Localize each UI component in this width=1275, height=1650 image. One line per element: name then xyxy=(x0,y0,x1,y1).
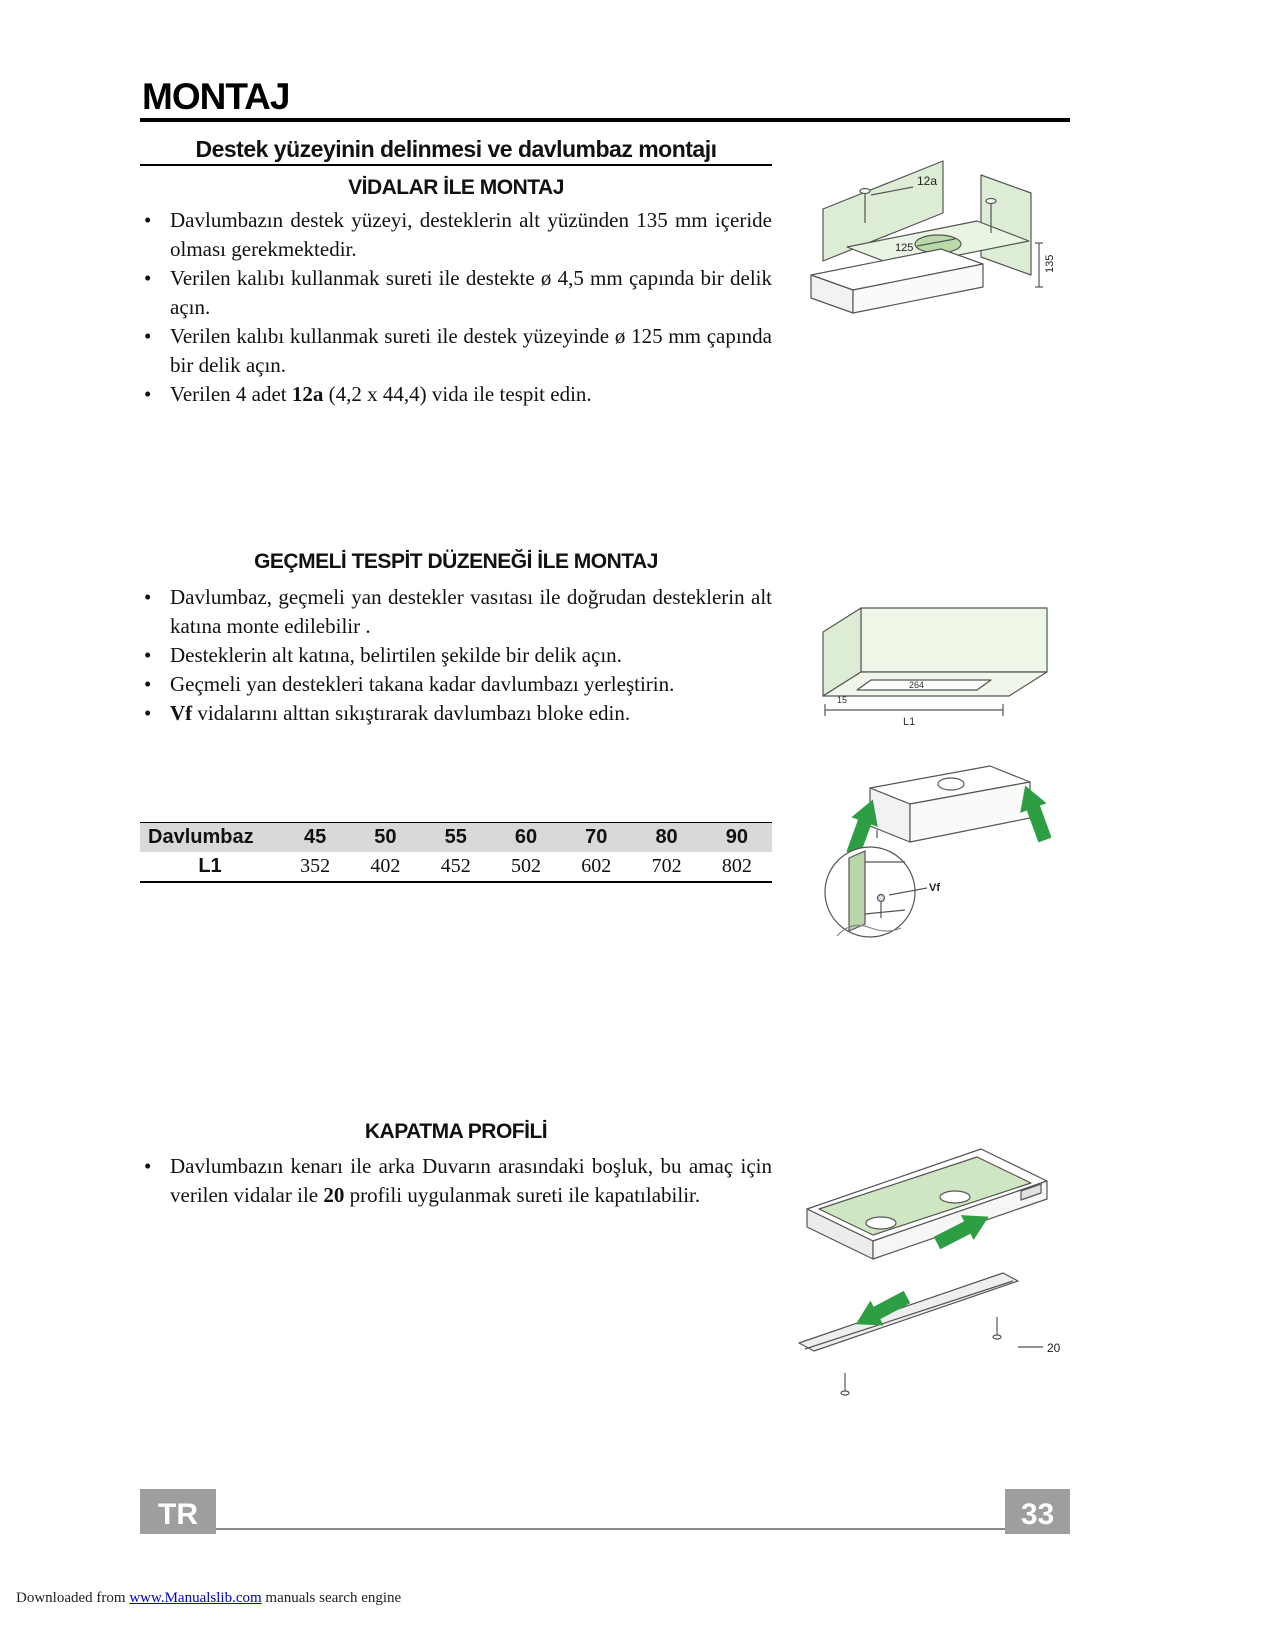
bullet-item xyxy=(140,380,772,409)
subsection-heading-snap: GEÇMELİ TESPİT DÜZENEĞİ İLE MONTAJ xyxy=(254,550,658,573)
table-header-cell: 80 xyxy=(655,826,678,848)
table-header-row xyxy=(140,823,772,852)
page-title-rule xyxy=(140,118,1070,122)
table-header-cell: 70 xyxy=(585,826,608,848)
fig-screw-mounting-illustration xyxy=(795,145,1075,340)
bullet-marker: • xyxy=(144,585,152,609)
table-header-cell: Davlumbaz xyxy=(148,826,254,848)
section-title-rule xyxy=(140,164,772,166)
fig3-profile-label: 20 xyxy=(1047,1341,1061,1355)
subsection-heading-screws: VİDALAR İLE MONTAJ xyxy=(348,176,564,199)
footer-rule xyxy=(216,1528,1005,1530)
bullet-marker: • xyxy=(144,208,152,232)
bullet-marker: • xyxy=(144,266,152,290)
download-notice-suffix: manuals search engine xyxy=(261,1590,402,1606)
bullet-list-profile xyxy=(140,1152,772,1210)
fig2-length-dimension-label: L1 xyxy=(903,716,916,728)
fig2-vf-screw-label: Vf xyxy=(929,882,940,894)
table-data-cell: L1 xyxy=(198,855,222,877)
bullet-text: Verilen kalıbı kullanmak sureti ile destek yüzeyinde ø 125 mm çapında bir delik açın. xyxy=(170,324,772,377)
bullet-text: Davlumbazın kenarı ile arka Duvarın arasındaki boşluk, bu amaç için verilen vidalar ile 20 profili uygulanmak sureti ile kapatılabilir. xyxy=(170,1154,772,1207)
fig-snap-mounting-illustration xyxy=(815,592,1060,942)
hood-dimension-table xyxy=(140,822,772,883)
table-data-row xyxy=(140,852,772,881)
bullet-text: Desteklerin alt katına, belirtilen şekilde bir delik açın. xyxy=(170,643,622,667)
fig-closing-profile-illustration xyxy=(785,1135,1070,1430)
table-header-cell: 45 xyxy=(304,826,327,848)
download-notice-prefix: Downloaded from xyxy=(16,1590,130,1606)
bullet-item xyxy=(140,583,772,641)
download-notice xyxy=(16,1590,401,1607)
bullet-marker: • xyxy=(144,324,152,348)
bullet-item xyxy=(140,699,772,728)
bullet-text: Verilen kalıbı kullanmak sureti ile destekte ø 4,5 mm çapında bir delik açın. xyxy=(170,266,772,319)
subsection-heading-profile: KAPATMA PROFİLİ xyxy=(364,1120,548,1143)
footer-page-number: 33 xyxy=(1005,1489,1070,1534)
table-header-cell: 50 xyxy=(374,826,397,848)
table-data-cell: 352 xyxy=(300,855,331,877)
fig1-inset-dimension-label: 135 xyxy=(1044,254,1056,273)
manualslib-link[interactable]: www.Manualslib.com xyxy=(129,1590,262,1606)
footer-language-badge: TR xyxy=(140,1489,216,1534)
fig1-screw-label: 12a xyxy=(917,174,938,188)
table-data-cell: 702 xyxy=(651,855,682,877)
bullet-marker: • xyxy=(144,1154,152,1178)
bullet-text: Geçmeli yan destekleri takana kadar davlumbazı yerleştirin. xyxy=(170,672,675,696)
table-header-cell: 60 xyxy=(514,826,538,848)
table-data-cell: 802 xyxy=(721,855,752,877)
bullet-list-snap xyxy=(140,583,772,728)
table-data-cell: 452 xyxy=(440,855,471,877)
bullet-list-screws xyxy=(140,206,772,409)
bullet-item xyxy=(140,206,772,264)
table-header-cell: 90 xyxy=(725,826,748,848)
bullet-marker: • xyxy=(144,643,152,667)
bullet-text: Verilen 4 adet 12a (4,2 x 44,4) vida ile tespit edin. xyxy=(170,382,592,406)
bullet-marker: • xyxy=(144,672,152,696)
section-title: Destek yüzeyinin delinmesi ve davlumbaz montajı xyxy=(195,136,717,162)
fig2-edge-dimension-label: 15 xyxy=(837,695,848,705)
bullet-item xyxy=(140,322,772,380)
fig1-hole-dimension-label: 125 xyxy=(895,242,914,254)
bullet-text: Davlumbazın destek yüzeyi, desteklerin alt yüzünden 135 mm içeride olması gerekmektedir. xyxy=(170,208,772,261)
table-data-cell: 402 xyxy=(370,855,401,877)
bullet-item xyxy=(140,641,772,670)
table-header-cell: 55 xyxy=(444,826,467,848)
bullet-text: Vf vidalarını alttan sıkıştırarak davlumbazı bloke edin. xyxy=(170,701,631,725)
bullet-marker: • xyxy=(144,701,152,725)
table-data-cell: 502 xyxy=(510,855,541,877)
table-data-cell: 602 xyxy=(581,855,612,877)
bullet-item xyxy=(140,1152,772,1210)
bullet-marker: • xyxy=(144,382,152,406)
fig2-cutout-dimension-label: 264 xyxy=(909,680,925,690)
bullet-item xyxy=(140,264,772,322)
page-title: MONTAJ xyxy=(142,76,290,117)
bullet-item xyxy=(140,670,772,699)
bullet-text: Davlumbaz, geçmeli yan destekler vasıtası ile doğrudan desteklerin alt katına monte edilebilir . xyxy=(170,585,772,638)
